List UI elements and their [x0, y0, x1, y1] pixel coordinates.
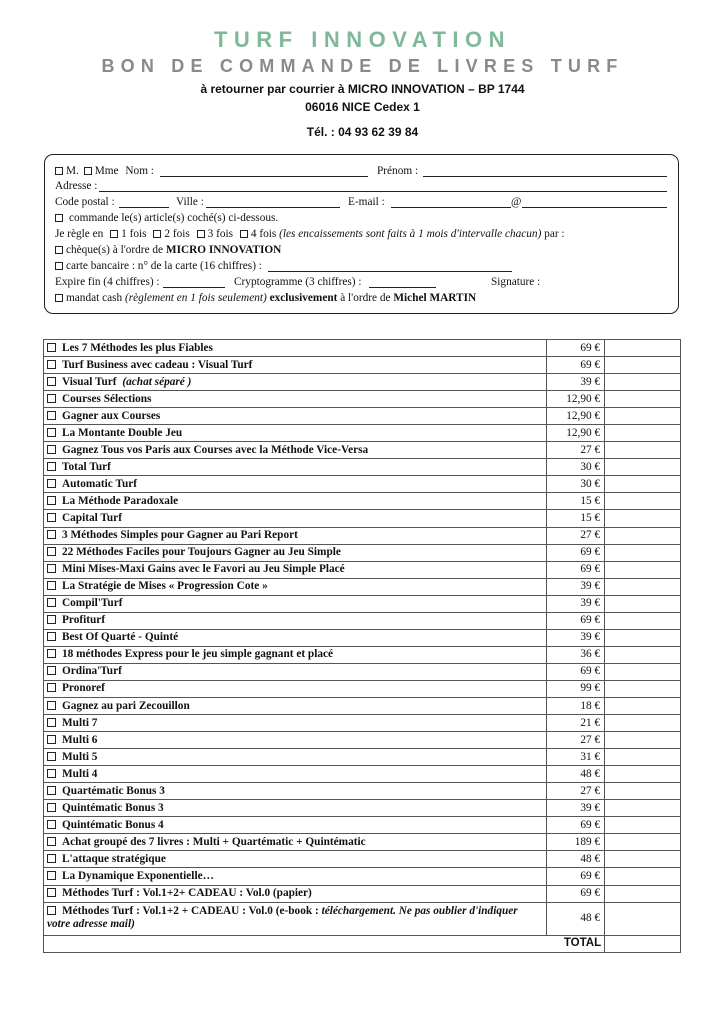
commande-line — [55, 212, 278, 225]
item-total-field[interactable] — [605, 561, 681, 578]
item-checkbox[interactable] — [47, 445, 56, 454]
table-row — [44, 749, 681, 766]
item-price: 36 € — [547, 646, 605, 663]
item-name-cell — [44, 340, 547, 357]
item-name-cell — [44, 374, 547, 391]
item-price: 99 € — [547, 680, 605, 697]
item-total-field[interactable] — [605, 902, 681, 935]
table-row — [44, 476, 681, 493]
item-name-cell — [44, 527, 547, 544]
table-row — [44, 578, 681, 595]
item-name-cell — [44, 680, 547, 697]
item-name: Gagner aux Courses — [62, 409, 161, 422]
table-row — [44, 868, 681, 885]
item-price: 189 € — [547, 834, 605, 851]
item-checkbox[interactable] — [47, 547, 56, 556]
table-row — [44, 357, 681, 374]
phone-number: Tél. : 04 93 62 39 84 — [306, 125, 419, 139]
item-total-field[interactable] — [605, 408, 681, 425]
mandat-exclusive: exclusivement — [269, 292, 338, 304]
civility-m-checkbox[interactable] — [55, 167, 63, 175]
page-title: TURF INNOVATION — [213, 27, 512, 52]
item-checkbox[interactable] — [47, 820, 56, 829]
fois1-checkbox[interactable] — [110, 230, 118, 238]
item-checkbox[interactable] — [47, 496, 56, 505]
item-name: Gagnez au pari Zecouillon — [62, 699, 190, 712]
item-name-cell — [44, 766, 547, 783]
item-name-cell — [44, 732, 547, 749]
cheque-payee: MICRO INNOVATION — [165, 244, 282, 256]
item-name-cell — [44, 800, 547, 817]
table-row — [44, 374, 681, 391]
item-total-field[interactable] — [605, 766, 681, 783]
item-name: Quintématic Bonus 3 — [62, 801, 164, 814]
item-name-cell — [44, 868, 547, 885]
fois4-label: 4 fois — [250, 228, 277, 240]
regle-suffix: par : — [544, 228, 565, 240]
item-price: 69 € — [547, 868, 605, 885]
item-checkbox[interactable] — [47, 360, 56, 369]
table-row — [44, 442, 681, 459]
return-address-line: à retourner par courrier à MICRO INNOVATION – BP 1744 — [200, 82, 525, 96]
item-name: L'attaque stratégique — [62, 852, 166, 865]
table-row — [44, 697, 681, 714]
item-price: 48 € — [547, 766, 605, 783]
item-checkbox[interactable] — [47, 428, 56, 437]
mandat-note: (règlement en 1 fois seulement) — [124, 292, 267, 304]
item-name-cell — [44, 510, 547, 527]
item-price: 12,90 € — [547, 408, 605, 425]
item-checkbox[interactable] — [47, 598, 56, 607]
item-total-field[interactable] — [605, 357, 681, 374]
table-row — [44, 680, 681, 697]
nom-field[interactable] — [160, 176, 368, 177]
prenom-label: Prénom : — [377, 165, 419, 177]
item-total-field[interactable] — [605, 629, 681, 646]
item-checkbox[interactable] — [47, 786, 56, 795]
table-row — [44, 340, 681, 357]
item-name-cell — [44, 783, 547, 800]
fois3-checkbox[interactable] — [197, 230, 205, 238]
item-price: 69 € — [547, 817, 605, 834]
table-row — [44, 766, 681, 783]
item-name-cell — [44, 561, 547, 578]
table-row — [44, 510, 681, 527]
item-checkbox[interactable] — [47, 718, 56, 727]
item-total-field[interactable] — [605, 715, 681, 732]
item-name: Multi 4 — [62, 767, 98, 780]
item-name: Best Of Quarté - Quinté — [62, 631, 179, 644]
item-total-field[interactable] — [605, 374, 681, 391]
item-checkbox[interactable] — [47, 906, 56, 915]
item-checkbox[interactable] — [47, 479, 56, 488]
item-name: 18 méthodes Express pour le jeu simple gagnant et placé — [62, 648, 334, 661]
item-total-field[interactable] — [605, 459, 681, 476]
item-name-cell — [44, 902, 547, 935]
item-checkbox[interactable] — [47, 752, 56, 761]
carte-text: carte bancaire : n° de la carte (16 chiffres) : — [66, 260, 262, 272]
item-total-field[interactable] — [605, 595, 681, 612]
item-total-field[interactable] — [605, 680, 681, 697]
civility-mme-checkbox[interactable] — [84, 167, 92, 175]
item-name: Compil'Turf — [62, 597, 123, 610]
item-name-cell — [44, 595, 547, 612]
item-name: 22 Méthodes Faciles pour Toujours Gagner au Jeu Simple — [62, 546, 341, 559]
cheque-text: chèque(s) à l'ordre de — [66, 244, 164, 256]
item-price: 15 € — [547, 493, 605, 510]
table-row — [44, 817, 681, 834]
item-checkbox[interactable] — [47, 888, 56, 897]
item-total-field[interactable] — [605, 851, 681, 868]
mandat-text: mandat cash — [66, 292, 123, 304]
item-price: 21 € — [547, 715, 605, 732]
item-note: (achat séparé ) — [122, 375, 192, 388]
table-row — [44, 527, 681, 544]
item-total-field[interactable] — [605, 442, 681, 459]
item-checkbox[interactable] — [47, 666, 56, 675]
item-name-cell — [44, 408, 547, 425]
item-checkbox[interactable] — [47, 530, 56, 539]
table-row — [44, 800, 681, 817]
item-name-cell — [44, 493, 547, 510]
item-name: La Méthode Paradoxale — [62, 494, 179, 507]
item-price: 69 € — [547, 561, 605, 578]
item-note: téléchargement. Ne pas oublier d'indiquer votre adresse mail) — [47, 904, 518, 930]
email-at-sign: @ — [511, 196, 522, 208]
item-name-cell — [44, 476, 547, 493]
item-name-cell — [44, 697, 547, 714]
item-name: Automatic Turf — [62, 477, 138, 490]
item-checkbox[interactable] — [47, 581, 56, 590]
fois2-checkbox[interactable] — [153, 230, 161, 238]
item-name: Turf Business avec cadeau : Visual Turf — [62, 358, 253, 371]
table-row — [44, 646, 681, 663]
item-name-cell — [44, 391, 547, 408]
code-postal-label: Code postal : — [55, 196, 115, 208]
item-name-cell — [44, 459, 547, 476]
fois2-label: 2 fois — [164, 228, 190, 240]
item-total-field[interactable] — [605, 476, 681, 493]
item-checkbox[interactable] — [47, 343, 56, 352]
item-price: 12,90 € — [547, 391, 605, 408]
adresse-label: Adresse : — [55, 180, 98, 192]
table-row — [44, 834, 681, 851]
item-price: 69 € — [547, 663, 605, 680]
table-row — [44, 493, 681, 510]
item-total-field[interactable] — [605, 612, 681, 629]
fois4-checkbox[interactable] — [240, 230, 248, 238]
item-checkbox[interactable] — [47, 394, 56, 403]
item-total-field[interactable] — [605, 425, 681, 442]
item-name: Multi 5 — [62, 750, 98, 763]
postal-city-line: 06016 NICE Cedex 1 — [305, 100, 420, 114]
table-row — [44, 612, 681, 629]
item-name: Profiturf — [62, 614, 106, 627]
commande-checkbox[interactable] — [55, 214, 63, 222]
item-price: 18 € — [547, 697, 605, 714]
expire-field[interactable] — [163, 287, 225, 288]
item-checkbox[interactable] — [47, 462, 56, 471]
item-name-cell — [44, 578, 547, 595]
item-checkbox[interactable] — [47, 769, 56, 778]
table-row — [44, 544, 681, 561]
item-name-cell — [44, 612, 547, 629]
table-row — [44, 459, 681, 476]
cheque-checkbox[interactable] — [55, 246, 63, 254]
item-name: Courses Sélections — [62, 392, 152, 405]
crypto-field[interactable] — [369, 287, 436, 288]
item-price: 39 € — [547, 595, 605, 612]
total-row — [44, 935, 681, 952]
item-price: 39 € — [547, 800, 605, 817]
item-price: 48 € — [547, 851, 605, 868]
email-label: E-mail : — [348, 196, 385, 208]
item-total-field[interactable] — [605, 885, 681, 902]
item-price: 69 € — [547, 357, 605, 374]
item-price: 48 € — [547, 902, 605, 935]
item-name: 3 Méthodes Simples pour Gagner au Pari Report — [62, 529, 298, 542]
item-name: Ordina'Turf — [62, 665, 122, 678]
signature-label: Signature : — [491, 276, 541, 288]
item-name: Multi 7 — [62, 716, 98, 729]
item-checkbox[interactable] — [47, 411, 56, 420]
nom-label: Nom : — [125, 165, 154, 177]
civility-mme-label: Mme — [94, 165, 119, 177]
item-name-cell — [44, 715, 547, 732]
item-checkbox[interactable] — [47, 701, 56, 710]
item-name-cell — [44, 357, 547, 374]
table-row — [44, 851, 681, 868]
commande-text: commande le(s) article(s) coché(s) ci-dessous. — [69, 212, 279, 224]
item-price: 12,90 € — [547, 425, 605, 442]
item-total-field[interactable] — [605, 817, 681, 834]
table-row — [44, 902, 681, 935]
ville-field[interactable] — [206, 207, 340, 208]
item-name-cell — [44, 425, 547, 442]
total-amount-field[interactable] — [605, 935, 681, 952]
item-name: Total Turf — [62, 460, 111, 473]
mandat-order: à l'ordre de — [340, 292, 391, 304]
item-name-cell — [44, 544, 547, 561]
item-name: Gagnez Tous vos Paris aux Courses avec la Méthode Vice-Versa — [62, 443, 369, 456]
mandat-checkbox[interactable] — [55, 294, 63, 302]
item-total-field[interactable] — [605, 663, 681, 680]
crypto-label: Cryptogramme (3 chiffres) : — [234, 276, 362, 288]
ville-label: Ville : — [176, 196, 204, 208]
item-total-field[interactable] — [605, 800, 681, 817]
item-total-field[interactable] — [605, 732, 681, 749]
item-price: 69 € — [547, 544, 605, 561]
item-price: 39 € — [547, 578, 605, 595]
total-label: TOTAL — [44, 935, 605, 952]
item-name: Mini Mises-Maxi Gains avec le Favori au Jeu Simple Placé — [62, 563, 345, 576]
item-price: 27 € — [547, 442, 605, 459]
civility-row — [55, 165, 154, 178]
item-price: 27 € — [547, 783, 605, 800]
item-price: 69 € — [547, 885, 605, 902]
page-subtitle: BON DE COMMANDE DE LIVRES TURF — [101, 56, 624, 76]
prenom-field[interactable] — [423, 176, 667, 177]
item-total-field[interactable] — [605, 493, 681, 510]
fois1-label: 1 fois — [121, 228, 147, 240]
item-total-field[interactable] — [605, 527, 681, 544]
item-checkbox[interactable] — [47, 564, 56, 573]
item-name: Visual Turf — [62, 375, 117, 388]
item-total-field[interactable] — [605, 646, 681, 663]
item-total-field[interactable] — [605, 391, 681, 408]
item-name-cell — [44, 646, 547, 663]
mandat-line — [55, 292, 476, 305]
item-price: 31 € — [547, 749, 605, 766]
item-checkbox[interactable] — [47, 615, 56, 624]
item-name-cell — [44, 817, 547, 834]
code-postal-field[interactable] — [119, 207, 169, 208]
item-name: Pronoref — [62, 682, 105, 695]
item-total-field[interactable] — [605, 749, 681, 766]
table-row — [44, 595, 681, 612]
item-name-cell — [44, 851, 547, 868]
item-price: 69 € — [547, 612, 605, 629]
table-row — [44, 425, 681, 442]
item-checkbox[interactable] — [47, 837, 56, 846]
item-price: 30 € — [547, 459, 605, 476]
civility-m-label: M. — [66, 165, 79, 177]
item-name: Méthodes Turf : Vol.1+2 + CADEAU : Vol.0 (e-book : — [62, 904, 319, 917]
item-name: Capital Turf — [62, 511, 122, 524]
item-total-field[interactable] — [605, 697, 681, 714]
item-checkbox[interactable] — [47, 854, 56, 863]
item-total-field[interactable] — [605, 510, 681, 527]
item-total-field[interactable] — [605, 578, 681, 595]
payment-installments-line — [55, 228, 565, 241]
table-row — [44, 391, 681, 408]
mandat-payee: Michel MARTIN — [393, 292, 477, 304]
table-row — [44, 732, 681, 749]
item-name-cell — [44, 834, 547, 851]
item-price: 27 € — [547, 732, 605, 749]
order-items-table — [43, 339, 681, 953]
item-name-cell — [44, 749, 547, 766]
item-total-field[interactable] — [605, 544, 681, 561]
item-price: 69 € — [547, 340, 605, 357]
item-checkbox[interactable] — [47, 683, 56, 692]
carte-line — [55, 260, 262, 273]
item-name-cell — [44, 663, 547, 680]
table-row — [44, 885, 681, 902]
table-row — [44, 663, 681, 680]
item-name: Quintématic Bonus 4 — [62, 818, 164, 831]
item-name-cell — [44, 629, 547, 646]
item-name-cell — [44, 442, 547, 459]
item-name: La Montante Double Jeu — [62, 426, 183, 439]
item-checkbox[interactable] — [47, 803, 56, 812]
item-name: Quartématic Bonus 3 — [62, 784, 165, 797]
table-row — [44, 783, 681, 800]
table-row — [44, 561, 681, 578]
item-checkbox[interactable] — [47, 513, 56, 522]
item-name: Les 7 Méthodes les plus Fiables — [62, 341, 213, 354]
item-total-field[interactable] — [605, 834, 681, 851]
expire-label: Expire fin (4 chiffres) : — [55, 276, 160, 288]
item-price: 39 € — [547, 374, 605, 391]
regle-prefix: Je règle en — [55, 228, 104, 240]
email-user-field[interactable] — [391, 207, 511, 208]
carte-checkbox[interactable] — [55, 262, 63, 270]
item-checkbox[interactable] — [47, 632, 56, 641]
regle-note: (les encaissements sont faits à 1 mois d'intervalle chacun) — [279, 228, 542, 240]
item-checkbox[interactable] — [47, 871, 56, 880]
item-name-cell — [44, 885, 547, 902]
adresse-field[interactable] — [99, 191, 667, 192]
carte-number-field[interactable] — [268, 271, 512, 272]
item-total-field[interactable] — [605, 783, 681, 800]
fois3-label: 3 fois — [207, 228, 234, 240]
item-name: Multi 6 — [62, 733, 98, 746]
table-row — [44, 629, 681, 646]
item-name: Achat groupé des 7 livres : Multi + Quartématic + Quintématic — [62, 835, 366, 848]
table-row — [44, 408, 681, 425]
item-price: 39 € — [547, 629, 605, 646]
item-price: 27 € — [547, 527, 605, 544]
item-checkbox[interactable] — [47, 735, 56, 744]
item-checkbox[interactable] — [47, 649, 56, 658]
email-domain-field[interactable] — [522, 207, 667, 208]
item-name: La Stratégie de Mises « Progression Cote » — [62, 580, 268, 593]
item-name: La Dynamique Exponentielle… — [62, 869, 214, 882]
item-price: 15 € — [547, 510, 605, 527]
item-price: 30 € — [547, 476, 605, 493]
item-total-field[interactable] — [605, 340, 681, 357]
table-row — [44, 715, 681, 732]
cheque-line — [55, 244, 281, 257]
item-checkbox[interactable] — [47, 377, 56, 386]
item-name: Méthodes Turf : Vol.1+2+ CADEAU : Vol.0 (papier) — [62, 887, 312, 900]
item-total-field[interactable] — [605, 868, 681, 885]
